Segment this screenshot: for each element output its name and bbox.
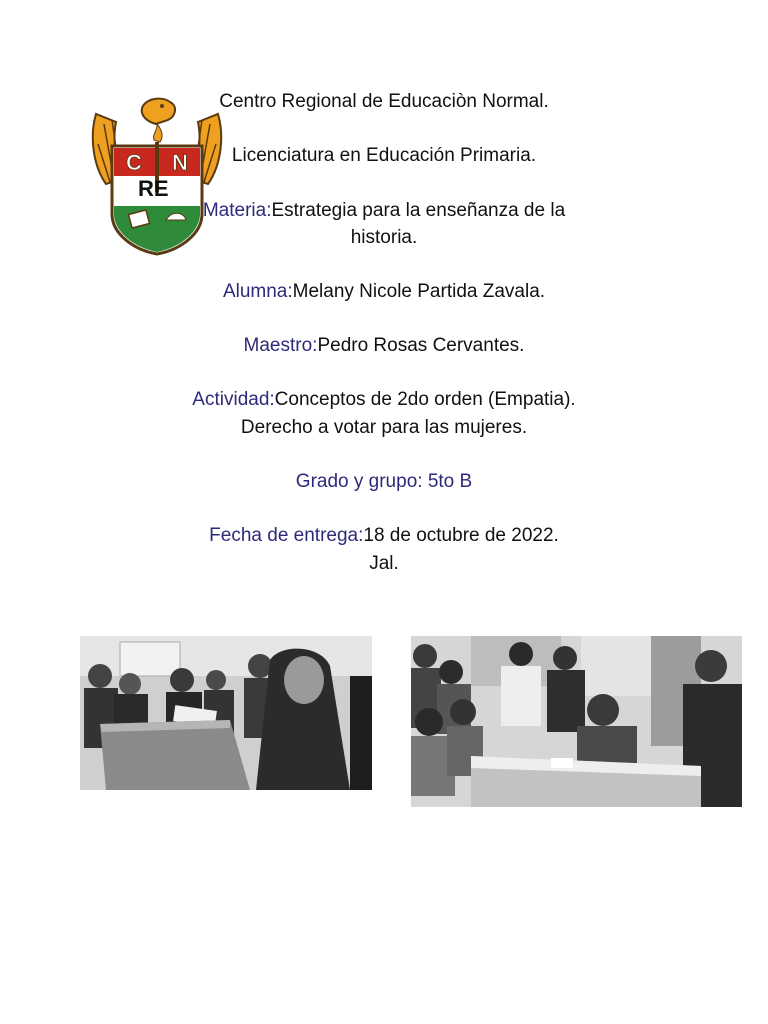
actividad-label: Actividad: — [192, 389, 275, 410]
actividad-value-cont: Derecho a votar para las mujeres. — [240, 417, 528, 438]
maestro-value: Pedro Rosas Cervantes. — [317, 335, 525, 356]
logo-letters-re: RE — [138, 176, 169, 201]
fecha-label: Fecha de entrega: — [209, 525, 364, 546]
fecha-value-cont: Jal. — [369, 553, 399, 574]
alumna-label: Alumna: — [222, 281, 293, 302]
actividad-value: Conceptos de 2do orden (Empatia). — [274, 389, 576, 410]
logo-letter-n: N — [172, 150, 188, 175]
alumna-line — [120, 278, 648, 306]
fecha-value: 18 de octubre de 2022. — [363, 525, 559, 546]
fecha-line — [120, 522, 648, 550]
voting-photo-right — [411, 636, 742, 807]
maestro-label: Maestro: — [243, 335, 318, 356]
materia-value: Estrategia para la enseñanza de la — [271, 200, 566, 221]
program-name: Licenciatura en Educación Primaria. — [231, 145, 537, 166]
institution-name: Centro Regional de Educaciòn Normal. — [219, 91, 549, 112]
logo-letter-c: C — [126, 150, 142, 175]
materia-value-cont: historia. — [350, 227, 418, 248]
grado-grupo: Grado y grupo: 5to B — [295, 471, 473, 492]
alumna-value: Melany Nicole Partida Zavala. — [292, 281, 546, 302]
materia-line — [120, 197, 648, 225]
materia-label: Materia: — [202, 200, 272, 221]
actividad-line — [120, 386, 648, 414]
voting-photo-left — [80, 636, 372, 790]
maestro-line — [120, 332, 648, 360]
